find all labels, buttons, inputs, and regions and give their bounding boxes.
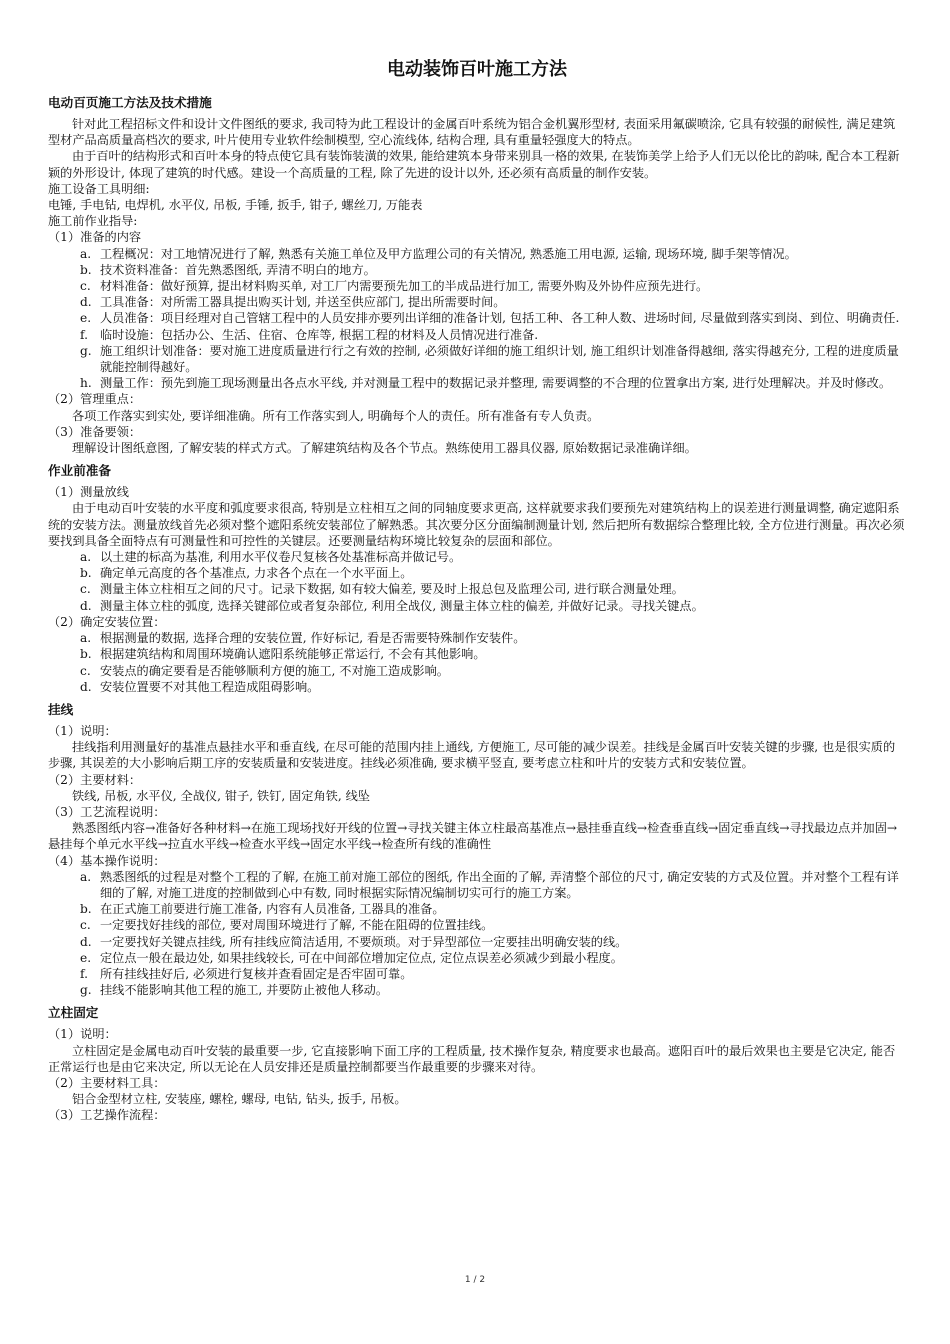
- subsection-label: （1）测量放线: [48, 485, 129, 500]
- subsection-label: （3）工艺流程说明：: [48, 804, 166, 819]
- list-item: [80, 869, 906, 901]
- subsection-label: （1）说明：: [48, 1027, 117, 1042]
- list-marker: g.: [80, 343, 92, 358]
- list-text: 以土建的标高为基准, 利用水平仪卷尺复核各处基准标高并做记号。: [100, 550, 462, 565]
- list-item: [80, 901, 906, 917]
- list-item: [80, 630, 906, 646]
- subsection-body: 铝合金型材立柱, 安装座, 螺栓, 螺母, 电钻, 钻头, 扳手, 吊板。: [72, 1092, 407, 1107]
- operation-list: [48, 869, 906, 999]
- list-text: 根据建筑结构和周围环境确认遮阳系统能够正常运行, 不会有其他影响。: [100, 647, 486, 662]
- list-item: [80, 663, 906, 679]
- list-text: 技术资料准备：首先熟悉图纸, 弄清不明白的地方。: [100, 262, 376, 277]
- list-text: 临时设施：包括办公、生活、住宿、仓库等, 根据工程的材料及人员情况进行准备.: [100, 327, 539, 342]
- subsection-body: 挂线指利用测量好的基准点悬挂水平和垂直线, 在尽可能的范围内挂上通线, 方便施工, 尽可能的减少误差。挂线是金属百叶安装关键的步骤, 也是很实质的步骤, 其误差的大小影响后期工序的安装质量和安装进度。挂线必须准确, 要求横平竖直, 要考虑立柱和叶片的安装方式和安装位置。: [48, 740, 896, 771]
- list-text: 工具准备：对所需工器具提出购买计划, 并送至供应部门, 提出所需要时间。: [100, 295, 506, 310]
- list-item: [80, 934, 906, 950]
- list-text: 一定要找好关键点挂线, 所有挂线应简洁适用, 不要烦琐。对于异型部位一定要挂出明确安装的线。: [100, 934, 628, 949]
- section-column-fixing: [48, 1004, 906, 1123]
- list-marker: d.: [80, 679, 92, 694]
- page-number: 1 / 2: [464, 1275, 486, 1285]
- intro-paragraph: 针对此工程招标文件和设计文件图纸的要求, 我司特为此工程设计的金属百叶系统为铝合金机翼形型材, 表面采用氟碳喷涂, 它具有较强的耐候性, 满足建筑型材产品高质量高档次的要求, 叶片使用专业软件绘制模型, 空心流线体, 结构合理, 具有重量轻强度大的特点。: [48, 117, 896, 148]
- list-item: [80, 278, 906, 294]
- list-marker: d.: [80, 934, 92, 949]
- list-text: 材料准备：做好预算, 提出材料购买单, 对工厂内需要预先加工的半成品进行加工, 需要外购及外协件应预先进行。: [100, 279, 709, 294]
- list-marker: f.: [80, 966, 88, 981]
- list-marker: f.: [80, 327, 88, 342]
- list-marker: c.: [80, 582, 91, 597]
- subsection-body: 熟悉图纸内容→准备好各种材料→在施工现场找好开线的位置→寻找关键主体立柱最高基准点→悬挂垂直线→检查垂直线→固定垂直线→寻找最边点并加固→悬挂每个单元水平线→拉直水平线→检查水平线→固定水平线→检查所有线的准确性: [48, 821, 898, 852]
- survey-list: [48, 549, 906, 614]
- section-heading: 立柱固定: [48, 1005, 99, 1021]
- list-text: 安装位置要不对其他工程造成阻碍影响。: [100, 679, 320, 694]
- list-marker: a.: [80, 246, 92, 261]
- guide-label: 施工前作业指导:: [48, 214, 138, 229]
- list-item: [80, 646, 906, 662]
- list-text: 测量主体立柱的弧度, 选择关键部位或者复杂部位, 利用全战仪, 测量主体立柱的偏差, 并做好记录。寻找关键点。: [100, 598, 704, 613]
- list-text: 熟悉图纸的过程是对整个工程的了解, 在施工前对施工部位的图纸, 作出全面的了解, 弄清整个部位的尺寸, 确定安装的方式及位置。并对整个工程有详细的了解, 对施工进度的控制做到心中有数, 同时根据实际情况编制切实可行的施工方案。: [100, 869, 899, 900]
- section-hanging-lines: [48, 701, 906, 998]
- list-marker: d.: [80, 598, 92, 613]
- subsection-body: 各项工作落实到实处, 要详细准确。所有工作落实到人, 明确每个人的责任。所有准备有专人负责。: [72, 408, 600, 423]
- subsection-label: （2）确定安装位置：: [48, 614, 166, 629]
- list-item: [80, 917, 906, 933]
- list-marker: b.: [80, 566, 92, 581]
- list-marker: g.: [80, 983, 92, 998]
- list-text: 测量主体立柱相互之间的尺寸。记录下数据, 如有较大偏差, 要及时上报总包及监理公司, 进行联合测量处理。: [100, 582, 684, 597]
- document-title: 电动装饰百叶施工方法: [387, 59, 567, 80]
- list-item: [80, 982, 906, 998]
- list-text: 所有挂线挂好后, 必须进行复核并查看固定是否牢固可靠。: [100, 966, 413, 981]
- subsection-label: （2）管理重点：: [48, 392, 142, 407]
- subsection-body: 由于电动百叶安装的水平度和弧度要求很高, 特别是立柱相互之间的同轴度要求更高, 这样就要求我们要预先对建筑结构上的误差进行测量调整, 确定遮阳系统的安装方法。测量放线首先必须对整个遮阳系统安装部位了解熟悉。其次要分区分面编制测量计划, 然后把所有数据综合整理比较, 全方位进行测量。再次必须要找到具备全面特点有可测量性和可控性的关键层。还要测量结构环境比较复杂的层面和部位。: [48, 501, 905, 548]
- list-text: 一定要找好挂线的部位, 要对周围环境进行了解, 不能在阻碍的位置挂线。: [100, 918, 494, 933]
- list-text: 安装点的确定要看是否能够顺利方便的施工, 不对施工造成影响。: [100, 663, 449, 678]
- list-item: [80, 581, 906, 597]
- list-text: 施工组织计划准备：要对施工进度质量进行行之有效的控制, 必须做好详细的施工组织计划, 施工组织计划准备得越细, 落实得越充分, 工程的进度质量就能控制得越好。: [100, 343, 899, 375]
- subsection-body: 立柱固定是金属电动百叶安装的最重要一步, 它直接影响下面工序的工程质量, 技术操作复杂, 精度要求也最高。遮阳百叶的最后效果也主要是它决定, 能否正常运行也是由它来决定, 所以无论在人员安排还是质量控制都要当作最重要的步骤来对待。: [48, 1043, 896, 1074]
- section-construction-methods: [48, 94, 906, 456]
- equipment-list: 电锤, 手电钻, 电焊机, 水平仪, 吊板, 手锤, 扳手, 钳子, 螺丝刀, 万能表: [48, 198, 423, 213]
- list-text: 工程概况：对工地情况进行了解, 熟悉有关施工单位及甲方监理公司的有关情况, 熟悉施工用电源, 运输, 现场环境, 脚手架等情况。: [100, 246, 797, 261]
- list-item: [80, 294, 906, 310]
- list-text: 定位点一般在最边处, 如果挂线较长, 可在中间部位增加定位点, 定位点误差必须减少到最小程度。: [100, 950, 623, 965]
- subsection-label: （2）主要材料：: [48, 772, 142, 787]
- subsection-label: （1）说明：: [48, 723, 117, 738]
- list-item: [80, 375, 906, 391]
- preparation-list: [48, 246, 906, 392]
- list-text: 人员准备：项目经理对自己管辖工程中的人员安排亦要列出详细的准备计划, 包括工种、各工种人数、进场时间, 尽量做到落实到岗、到位、明确责任.: [100, 311, 900, 326]
- list-item: [80, 598, 906, 614]
- list-text: 在正式施工前要进行施工准备, 内容有人员准备, 工器具的准备。: [100, 902, 445, 917]
- list-marker: c.: [80, 279, 91, 294]
- list-item: [80, 262, 906, 278]
- list-marker: b.: [80, 262, 92, 277]
- list-marker: a.: [80, 869, 92, 884]
- subsection-label: （1）准备的内容: [48, 230, 142, 245]
- list-marker: h.: [80, 376, 92, 391]
- list-item: [80, 950, 906, 966]
- subsection-body: 铁线, 吊板, 水平仪, 全战仪, 钳子, 铁钉, 固定角铁, 线坠: [72, 788, 370, 803]
- list-item: [80, 679, 906, 695]
- subsection-body: 理解设计图纸意图, 了解安装的样式方式。了解建筑结构及各个节点。熟练使用工器具仪器, 原始数据记录准确详细。: [72, 441, 697, 456]
- section-heading: 作业前准备: [48, 463, 111, 479]
- list-item: [80, 966, 906, 982]
- equipment-label: 施工设备工具明细:: [48, 181, 150, 196]
- list-marker: c.: [80, 663, 91, 678]
- list-item: [80, 246, 906, 262]
- list-item: [80, 327, 906, 343]
- list-item: [80, 549, 906, 565]
- list-text: 挂线不能影响其他工程的施工, 并要防止被他人移动。: [100, 983, 389, 998]
- list-item: [80, 310, 906, 326]
- section-pre-work-preparation: [48, 462, 906, 695]
- list-marker: b.: [80, 902, 92, 917]
- list-marker: e.: [80, 950, 92, 965]
- install-position-list: [48, 630, 906, 695]
- list-marker: c.: [80, 918, 91, 933]
- subsection-label: （3）准备要领：: [48, 424, 142, 439]
- list-text: 根据测量的数据, 选择合理的安装位置, 作好标记, 看是否需要特殊制作安装件。: [100, 631, 526, 646]
- subsection-label: （2）主要材料工具：: [48, 1075, 166, 1090]
- list-marker: e.: [80, 311, 92, 326]
- list-text: 测量工作：预先到施工现场测量出各点水平线, 并对测量工程中的数据记录并整理, 需要调整的不合理的位置拿出方案, 进行处理解决。并及时修改。: [100, 376, 892, 391]
- subsection-label: （4）基本操作说明：: [48, 853, 166, 868]
- section-heading: 挂线: [48, 701, 74, 717]
- list-marker: d.: [80, 295, 92, 310]
- section-heading: 电动百页施工方法及技术措施: [48, 95, 212, 110]
- subsection-label: （3）工艺操作流程：: [48, 1108, 166, 1123]
- list-text: 确定单元高度的各个基准点, 力求各个点在一个水平面上。: [100, 566, 413, 581]
- list-marker: a.: [80, 550, 92, 565]
- list-marker: b.: [80, 647, 92, 662]
- intro-paragraph: 由于百叶的结构形式和百叶本身的特点使它具有装饰装潢的效果, 能给建筑本身带来别具一格的效果, 在装饰美学上给予人们无以伦比的韵味, 配合本工程新颖的外形设计, 体现了建筑的时代感。建设一个高质量的工程, 除了先进的设计以外, 还必须有高质量的制作安装。: [48, 149, 900, 180]
- list-item: [80, 343, 906, 375]
- list-marker: a.: [80, 631, 92, 646]
- list-item: [80, 565, 906, 581]
